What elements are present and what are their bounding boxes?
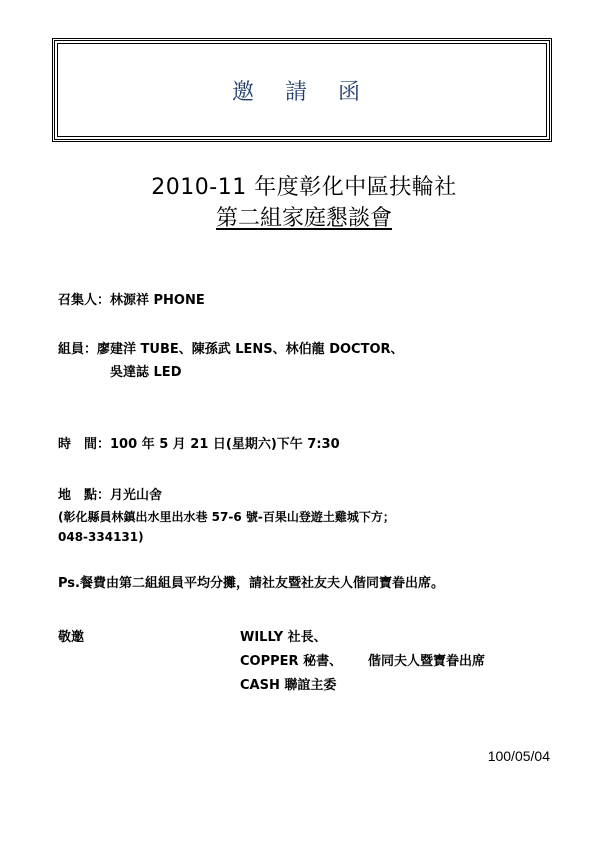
location-line-3: 048-334131) xyxy=(58,530,144,544)
note-line: Ps.餐費由第二組組員平均分攤，請社友暨社友夫人偕同寶眷出席。 xyxy=(58,576,444,591)
time-line: 時 間：100 年 5 月 21 日(星期六)下午 7:30 xyxy=(58,437,340,452)
with-family-text: 偕同夫人暨寶眷出席 xyxy=(368,654,486,669)
location-line-2: (彰化縣員林鎮出水里出水巷 57-6 號-百果山登遊土雞城下方； xyxy=(58,510,395,524)
members-line-2: 吳達誌 LED xyxy=(110,365,182,380)
signer-secretary: COPPER 秘書、 xyxy=(240,654,343,669)
invite-label: 敬邀 xyxy=(58,630,85,645)
members-line-1: 組員：廖建洋 TUBE、陳孫武 LENS、林伯龍 DOCTOR、 xyxy=(58,342,404,357)
invitation-title: 邀 請 函 xyxy=(232,79,372,105)
issue-date: 100/05/04 xyxy=(487,748,550,764)
location-line-1: 地 點：月光山舍 xyxy=(58,488,163,503)
heading-event xyxy=(0,201,608,232)
convener-line: 召集人：林源祥 PHONE xyxy=(58,293,205,308)
signer-president: WILLY 社長、 xyxy=(240,630,327,645)
heading-club-year: 2010-11 年度彰化中區扶輪社 xyxy=(151,175,457,200)
signer-social-chair: CASH 聯誼主委 xyxy=(240,678,337,693)
title-box xyxy=(52,38,552,142)
heading-event-text: 第二組家庭懇談會 xyxy=(215,206,392,231)
